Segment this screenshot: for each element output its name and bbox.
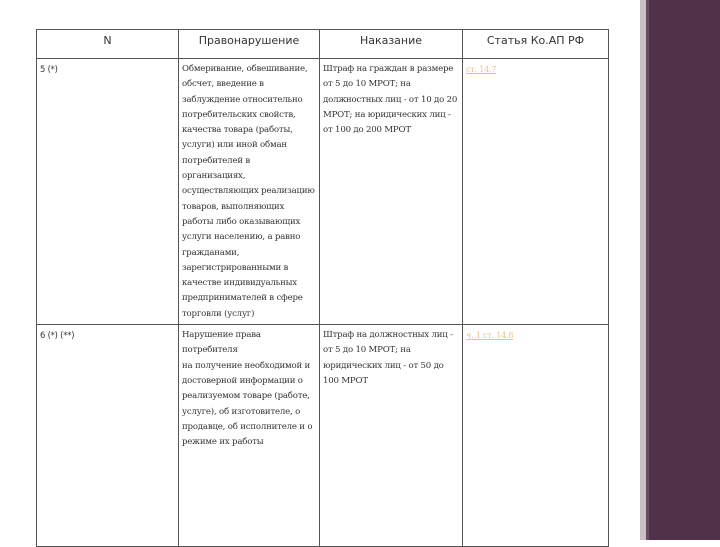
article-cell bbox=[463, 59, 609, 325]
row-number: 6 (*) (**) bbox=[40, 330, 75, 341]
offense-text: Нарушение права потребителя на получение необходимой и достоверной информации о реализуемом товаре (работе, услуге), об изготовителе, о продавце, об исполнителе и о режиме их работы bbox=[182, 330, 313, 448]
offense-cell bbox=[179, 59, 320, 325]
penalty-text: Штраф на граждан в размере от 5 до 10 МРОТ; на должностных лиц - от 10 до 20 МРОТ; на юридических лиц - от 100 до 200 МРОТ bbox=[323, 64, 458, 136]
offense-text: Обмеривание, обвешивание, обсчет, введение в заблуждение относительно потребительских свойств, качества товара (работы, услуги) или иной обман потребителей в организациях, осуществляющих реализацию товаров, выполняющих работы либо оказывающих услуги населению, а равно гражданами, зарегистрированными в качестве индивидуальных предпринимателей в сфере торговли (услуг) bbox=[182, 64, 315, 319]
penalty-cell bbox=[320, 325, 463, 547]
header-penalty: Наказание bbox=[320, 30, 463, 59]
article-link[interactable]: ч. 1 ст. 14.8 bbox=[466, 331, 514, 341]
side-strip-band-inner bbox=[646, 0, 649, 540]
article-link[interactable]: ст. 14.7 bbox=[466, 65, 497, 74]
table-row bbox=[37, 59, 609, 325]
decorative-side-strip bbox=[640, 0, 720, 540]
header-number: N bbox=[37, 30, 179, 59]
header-article: Статья Ко.АП РФ bbox=[463, 30, 609, 59]
header-offense: Правонарушение bbox=[179, 30, 320, 59]
row-number-cell bbox=[37, 59, 179, 325]
article-cell bbox=[463, 325, 609, 547]
table-header-row bbox=[37, 30, 609, 59]
offense-cell bbox=[179, 325, 320, 547]
row-number: 5 (*) bbox=[40, 64, 58, 74]
table-row bbox=[37, 325, 609, 547]
row-number-cell bbox=[37, 325, 179, 547]
penalty-cell bbox=[320, 59, 463, 325]
offenses-table bbox=[36, 29, 609, 547]
penalty-text: Штраф на должностных лиц - от 5 до 10 МРОТ; на юридических лиц - от 50 до 100 МРОТ bbox=[323, 330, 453, 386]
